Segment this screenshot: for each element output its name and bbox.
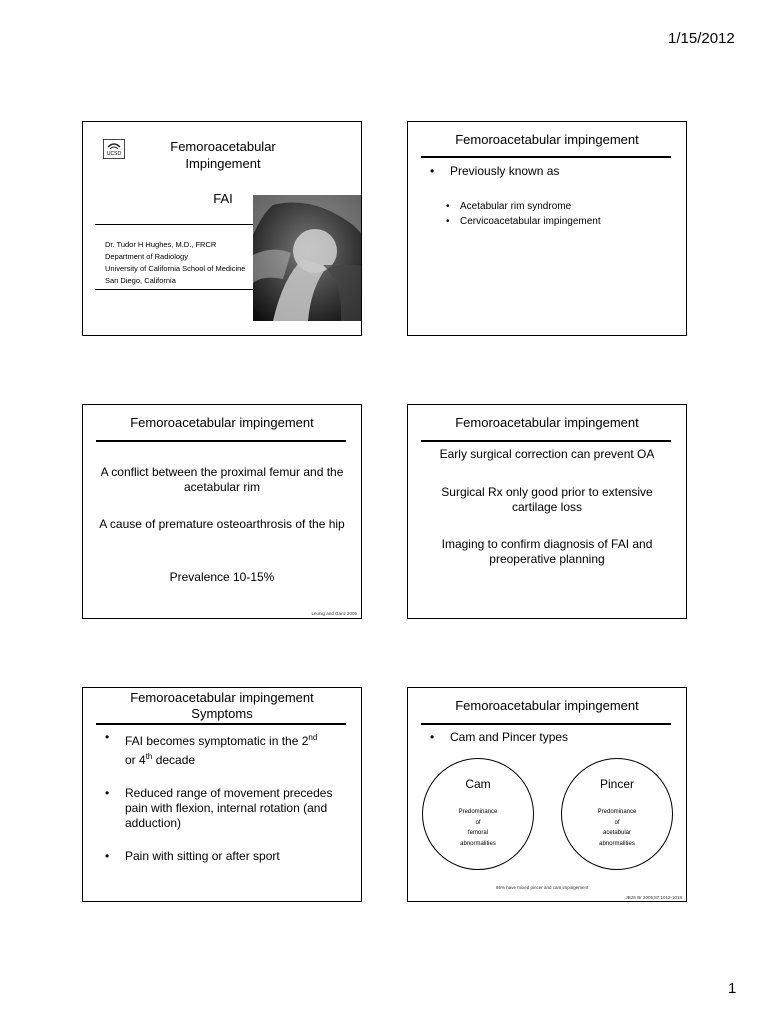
cam-circle — [422, 758, 534, 870]
title-rule — [96, 723, 346, 725]
hip-xray-image — [253, 195, 362, 321]
cam-line: of — [475, 819, 481, 826]
reference: JBJS Br 2005;87:1012-1018 — [625, 895, 682, 900]
pincer-label: Pincer — [599, 777, 634, 791]
ucsd-logo — [103, 139, 125, 159]
logo-text: UCSD — [106, 151, 122, 157]
slide-6 — [407, 687, 687, 902]
pincer-line: of — [614, 819, 620, 826]
slide-1 — [82, 121, 362, 336]
page-number: 1 — [728, 980, 737, 997]
title-rule — [421, 723, 671, 725]
slide-title-line2: Impingement — [185, 156, 261, 171]
pincer-description — [562, 807, 672, 849]
sub-bullet-list — [444, 199, 664, 229]
slide-title: Femoroacetabular impingement — [455, 415, 639, 430]
pincer-circle — [561, 758, 673, 870]
list-item: • Reduced range of movement precedes pain with flexion, internal rotation (and adduction) — [103, 786, 341, 831]
superscript: nd — [308, 733, 318, 742]
logo-mark-icon — [104, 141, 124, 151]
title-rule — [96, 440, 346, 442]
author-location: San Diego, California — [105, 276, 176, 285]
cam-description — [423, 807, 533, 849]
superscript: th — [145, 752, 153, 761]
title-rule — [421, 440, 671, 442]
slide-title: Femoroacetabular impingement — [455, 132, 639, 147]
paragraph: A cause of premature osteoarthrosis of the hip — [99, 517, 345, 531]
slide-title-line1: Femoroacetabular impingement — [130, 690, 314, 705]
slide-4 — [407, 404, 687, 619]
list-item: • Acetabular rim syndrome — [444, 199, 664, 214]
list-item: • Previously known as — [428, 164, 668, 179]
author-block — [105, 239, 245, 287]
slide-3 — [82, 404, 362, 619]
slide-title: Femoroacetabular impingement — [130, 415, 314, 430]
author-bottom-rule — [95, 289, 255, 290]
bullet-list — [428, 730, 668, 745]
slide-title-line2: Symptoms — [191, 706, 253, 721]
bullet-text: FAI becomes symptomatic in the 2 — [125, 734, 309, 748]
bullet-text: decade — [152, 753, 196, 767]
pincer-line: acetabular — [602, 830, 632, 836]
paragraph: A conflict between the proximal femur and the acetabular rim — [100, 465, 344, 494]
paragraph: Early surgical correction can prevent OA — [439, 447, 655, 461]
author-dept: Department of Radiology — [105, 252, 188, 261]
title-rule — [421, 156, 671, 158]
slide-title: Femoroacetabular impingement — [455, 698, 639, 713]
note: 86% have mixed pincer and cam impingement — [496, 885, 589, 890]
reference: Leunig and Ganz 2005 — [311, 611, 357, 616]
list-item: • Cervicoacetabular impingement — [444, 214, 664, 229]
pincer-line: Predominance — [597, 809, 637, 815]
author-school: University of California School of Medicine — [105, 264, 246, 273]
cam-line: femoral — [467, 830, 488, 836]
paragraph: Surgical Rx only good prior to extensive cartilage loss — [441, 485, 653, 514]
cam-line: Predominance — [458, 809, 498, 815]
paragraph: Prevalence 10-15% — [169, 570, 275, 584]
pincer-line: abnormalities — [599, 840, 635, 847]
slide-2 — [407, 121, 687, 336]
bullet-list — [103, 730, 341, 864]
list-item: • Pain with sitting or after sport — [103, 849, 341, 864]
cam-label: Cam — [465, 777, 491, 791]
list-item — [103, 730, 341, 768]
slide-title-line1: Femoroacetabular — [170, 139, 276, 154]
author-top-rule — [95, 224, 255, 225]
page-date: 1/15/2012 — [668, 30, 735, 47]
list-item: • Cam and Pincer types — [428, 730, 668, 745]
slide-5 — [82, 687, 362, 902]
bullet-text: or 4 — [125, 753, 146, 767]
paragraph: Imaging to confirm diagnosis of FAI and preoperative planning — [441, 537, 653, 566]
slide-abbrev: FAI — [213, 191, 233, 206]
cam-line: abnormalities — [460, 840, 496, 847]
bullet-list — [428, 164, 668, 179]
author-name: Dr. Tudor H Hughes, M.D., FRCR — [105, 240, 217, 249]
